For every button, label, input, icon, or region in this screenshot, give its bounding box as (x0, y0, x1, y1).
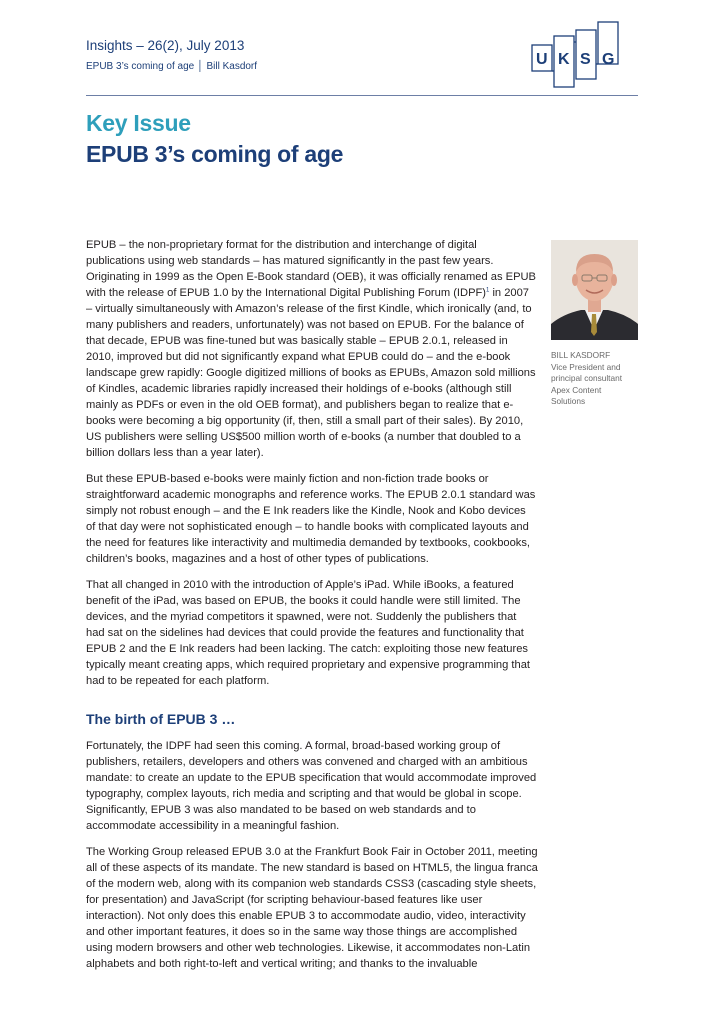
paragraph-5: The Working Group released EPUB 3.0 at the Frankfurt Book Fair in October 2011, meeting all of these aspects of its mandate. The new standard is based on HTML5, the lingua franca of the modern web, along with its companion web standards CSS3 (cascading style sheets, for presentation) and JavaScript (for scripting behaviour-based features like user interaction). Not only does this enable EPUB 3 to accommodate audio, video, interactivity and other important features, it does so in the same way those things are accomplished using modern browsers and other web technologies. Likewise, it accommodates non-Latin alphabets and both right-to-left and vertical writing; and thanks to the invaluable (86, 846, 538, 970)
author-name: BILL KASDORF (551, 350, 611, 360)
paragraph-1-text-b: in 2007 – virtually simultaneously with Amazon’s release of the first Kindle, which ironically (and, to many publishers and readers, unfortunately) was not based on EPUB. For the balance of that decade, EPUB was fine-tuned but was basically stable – EPUB 2.0.1, released in 2010, improved but did not significantly expand what EPUB could do – and the e-book landscape grew rapidly: Google digitized millions of books as EPUBs, Amazon sold millions of Kindles, academic libraries rapidly increased their holdings of e-books (although still mainly as PDFs or even in the old OEB format), and publishers began to realize that e-books were becoming a big opportunity (if, then, still a small part of their sales). By 2010, US publishers were selling US$500 million worth of e-books (a number that doubled to a billion dollars less than a year later). (86, 287, 536, 459)
running-title: EPUB 3’s coming of age (86, 61, 195, 72)
logo-letter-k: K (558, 51, 570, 68)
logo-letter-u: U (536, 51, 548, 68)
paragraph-3: That all changed in 2010 with the introduction of Apple’s iPad. While iBooks, a featured benefit of the iPad, was based on EPUB, the books it could handle were still limited. The devices, and the myriad competitors it spawned, were not. Suddenly the publishers that had sat on the sidelines had devices that could provide the features and functionality that EPUB 2 and the E Ink readers had been lacking. The catch: exploiting those new features typically meant creating apps, which required proprietary and expensive programming that had to be repeated for each platform. (86, 579, 530, 687)
paragraph-1-text-a: EPUB – the non-proprietary format for the distribution and interchange of digital publications using web standards – has matured significantly in the past few years. Originating in 1999 as the Open E-Book standard (OEB), it was officially renamed as EPUB with the release of EPUB 1.0 by the International Digital Publishing Forum (IDPF) (86, 239, 536, 299)
author-role-line-2: principal consultant (551, 373, 623, 383)
paragraph-2: But these EPUB-based e-books were mainly fiction and non-fiction trade books or straightforward academic monographs and reference works. The EPUB 2.0.1 standard was simply not robust enough – and the E Ink readers like the Kindle, Nook and Kobo devices of that day were not sophisticated enough – to handle books with complicated layouts and the need for features like interactivity and multimedia demanded by textbooks, cookbooks, children’s books, magazines and a host of other types of publications. (86, 473, 536, 565)
author-photo (551, 240, 638, 340)
author-caption (551, 350, 646, 408)
paragraph-1 (86, 237, 538, 461)
running-author: Bill Kasdorf (206, 61, 258, 72)
running-separator: │ (197, 61, 204, 72)
article-body (86, 237, 538, 982)
running-header (86, 61, 257, 72)
author-org-line-2: Solutions (551, 396, 586, 406)
logo-letter-g: G (602, 51, 615, 68)
header-divider (86, 95, 638, 96)
uksg-logo (530, 20, 640, 90)
section-kicker: Key Issue (86, 110, 191, 136)
author-role-line-1: Vice President and (551, 361, 621, 372)
author-org-line-1: Apex Content (551, 384, 602, 395)
article-title: EPUB 3’s coming of age (86, 141, 344, 167)
footnote-ref-1[interactable]: 1 (486, 287, 490, 294)
journal-issue: Insights – 26(2), July 2013 (86, 38, 245, 53)
logo-letter-s: S (580, 51, 591, 68)
paragraph-4: Fortunately, the IDPF had seen this coming. A formal, broad-based working group of publishers, retailers, developers and others was convened and charged with an ambitious mandate: to create an update to the EPUB specification that would accommodate improved typography, complex layouts, rich media and scripting and that would be global in scope. Significantly, EPUB 3 was also mandated to be based on web standards and to accommodate accessibility in a meaningful fashion. (86, 740, 537, 832)
section-heading: The birth of EPUB 3 … (86, 711, 236, 727)
